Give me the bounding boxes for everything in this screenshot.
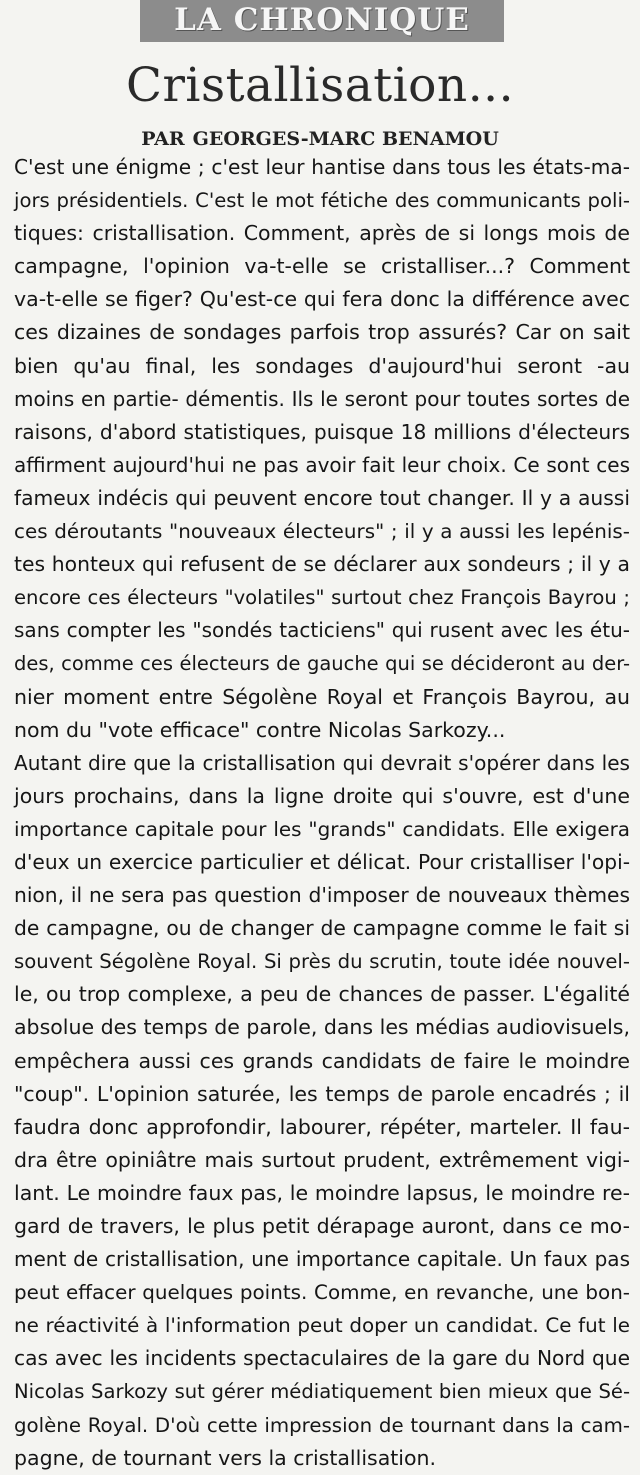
article-line: tes honteux qui refusent de se déclarer aux sondeurs ; il y a bbox=[14, 552, 630, 577]
article-line: va-t-elle se figer? Qu'est-ce qui fera donc la différence avec bbox=[14, 287, 630, 312]
article-line: fameux indécis qui peuvent encore tout changer. Il y a aussi bbox=[14, 485, 630, 510]
article-line: jours prochains, dans la ligne droite qui s'ouvre, est d'une bbox=[14, 783, 630, 808]
article-title: Cristallisation... bbox=[125, 58, 515, 113]
article-line: faudra donc approfondir, labourer, répéter, marteler. Il fau- bbox=[14, 1114, 630, 1139]
article-line: bien qu'au final, les sondages d'aujourd'hui seront -au bbox=[14, 353, 630, 378]
article-line: cas avec les incidents spectaculaires de la gare du Nord que bbox=[14, 1346, 630, 1371]
article-line: souvent Ségolène Royal. Si près du scrutin, toute idée nouvel- bbox=[14, 950, 630, 974]
article-line: de campagne, ou de changer de campagne comme le fait si bbox=[14, 916, 630, 941]
article-body bbox=[14, 151, 630, 1475]
rubric-banner bbox=[140, 0, 504, 42]
article-line: jors présidentiels. C'est le mot fétiche des communicants poli- bbox=[14, 189, 630, 213]
article-line: Autant dire que la cristallisation qui devrait s'opérer dans les bbox=[14, 750, 630, 775]
rubric-label: LA CHRONIQUE bbox=[174, 2, 470, 38]
article-line: peut effacer quelques points. Comme, en revanche, une bon- bbox=[14, 1281, 630, 1305]
article-line: moins en partie- démentis. Ils le seront pour toutes sortes de bbox=[14, 386, 630, 411]
article-line: "coup". L'opinion saturée, les temps de parole encadrés ; il bbox=[14, 1081, 630, 1106]
article-line: Nicolas Sarkozy sut gérer médiatiquement bien mieux que Sé- bbox=[14, 1380, 630, 1404]
article-line: le, ou trop complexe, a peu de chances de passer. L'égalité bbox=[14, 982, 630, 1007]
article-line: nom du "vote efficace" contre Nicolas Sarkozy... bbox=[14, 717, 506, 742]
author-name: GEORGES-MARC BENAMOU bbox=[192, 128, 499, 150]
article-line: campagne, l'opinion va-t-elle se cristalliser...? Comment bbox=[14, 254, 630, 279]
article-line: raisons, d'abord statistiques, puisque 18 millions d'électeurs bbox=[14, 419, 630, 444]
byline bbox=[0, 126, 640, 152]
article-line: nion, il ne sera pas question d'imposer de nouveaux thèmes bbox=[14, 883, 630, 908]
article-line: importance capitale pour les "grands" candidats. Elle exigera bbox=[14, 816, 630, 841]
article-line: ne réactivité à l'information peut doper un candidat. Ce fut le bbox=[14, 1314, 630, 1338]
article-line: d'eux un exercice particulier et délicat. Pour cristalliser l'opi- bbox=[14, 849, 630, 874]
article-line: affirment aujourd'hui ne pas avoir fait leur choix. Ce sont ces bbox=[14, 452, 630, 477]
article-line: ces dizaines de sondages parfois trop assurés? Car on sait bbox=[14, 320, 630, 345]
article-line: ces déroutants "nouveaux électeurs" ; il y a aussi les lepénis- bbox=[14, 520, 630, 544]
article-line: dra être opiniâtre mais surtout prudent, extrêmement vigi- bbox=[14, 1147, 630, 1172]
article-line: golène Royal. D'où cette impression de tournant dans la cam- bbox=[14, 1413, 630, 1437]
byline-prefix: PAR bbox=[141, 128, 185, 150]
article-line: empêchera aussi ces grands candidats de faire le moindre bbox=[14, 1048, 630, 1073]
article-line: des, comme ces électeurs de gauche qui se décideront au der- bbox=[14, 652, 630, 676]
article-line: tiques: cristallisation. Comment, après de si longs mois de bbox=[14, 221, 630, 246]
article-line: ment de cristallisation, une importance capitale. Un faux pas bbox=[14, 1247, 630, 1272]
article-line: gard de travers, le plus petit dérapage auront, dans ce mo- bbox=[14, 1214, 630, 1238]
article-line: lant. Le moindre faux pas, le moindre lapsus, le moindre re- bbox=[14, 1180, 630, 1205]
article-line: pagne, de tournant vers la cristallisation. bbox=[14, 1445, 437, 1470]
article-line: absolue des temps de parole, dans les médias audiovisuels, bbox=[14, 1015, 630, 1040]
article-line: sans compter les "sondés tacticiens" qui rusent avec les étu- bbox=[14, 618, 630, 643]
article-line: nier moment entre Ségolène Royal et François Bayrou, au bbox=[14, 684, 630, 709]
article-line: C'est une énigme ; c'est leur hantise dans tous les états-ma- bbox=[14, 155, 630, 179]
article-line: encore ces électeurs "volatiles" surtout chez François Bayrou ; bbox=[14, 586, 630, 610]
